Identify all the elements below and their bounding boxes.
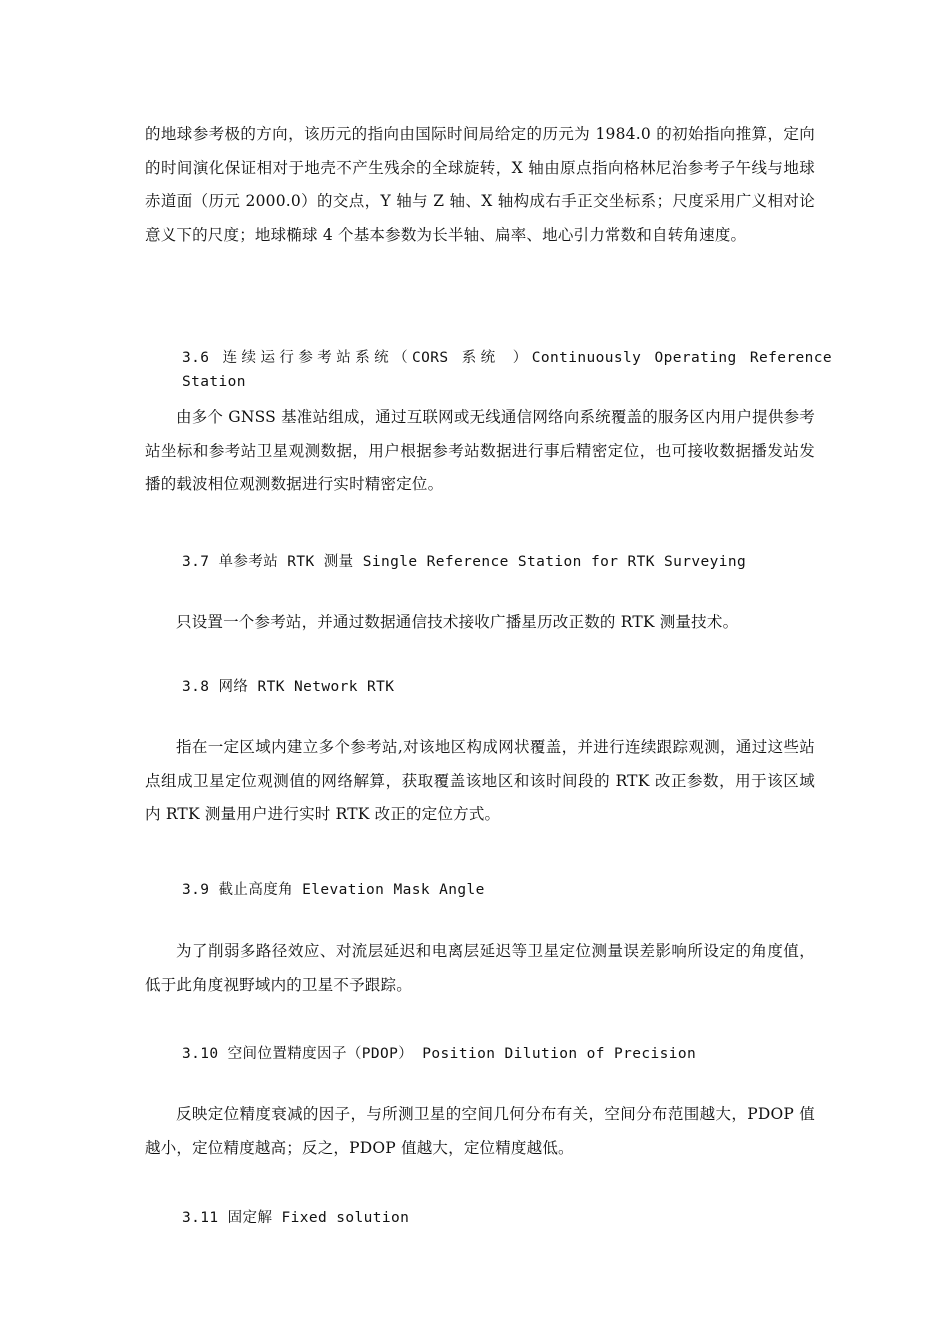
section-heading-3-6: 3.6 连续运行参考站系统（CORS 系统 ）Continuously Operating Reference Station — [182, 350, 832, 390]
section-heading-3-10: 3.10 空间位置精度因子（PDOP） Position Dilution of Precision — [182, 1046, 697, 1062]
section-heading-3-11: 3.11 固定解 Fixed solution — [182, 1210, 410, 1226]
paragraph-network-rtk-definition: 指在一定区域内建立多个参考站,对该地区构成网状覆盖，并进行连续跟踪观测，通过这些站点组成卫星定位观测值的网络解算，获取覆盖该地区和该时间段的 RTK 改正参数，用于该区域内 RTK 测量用户进行实时 RTK 改正的定位方式。 — [145, 738, 815, 823]
paragraph-elevation-mask-definition: 为了削弱多路径效应、对流层延迟和电离层延迟等卫星定位测量误差影响所设定的角度值，低于此角度视野域内的卫星不予跟踪。 — [145, 942, 815, 994]
section-heading-3-8: 3.8 网络 RTK Network RTK — [182, 679, 395, 695]
section-heading-3-9: 3.9 截止高度角 Elevation Mask Angle — [182, 882, 485, 898]
section-heading-3-7: 3.7 单参考站 RTK 测量 Single Reference Station for RTK Surveying — [182, 554, 747, 570]
paragraph-pdop-definition: 反映定位精度衰减的因子，与所测卫星的空间几何分布有关，空间分布范围越大，PDOP 值越小，定位精度越高；反之，PDOP 值越大，定位精度越低。 — [145, 1105, 815, 1157]
paragraph-cors-definition: 由多个 GNSS 基准站组成，通过互联网或无线通信网络向系统覆盖的服务区内用户提供参考站坐标和参考站卫星观测数据，用户根据参考站数据进行事后精密定位，也可接收数据播发站发播的载波相位观测数据进行实时精密定位。 — [145, 408, 815, 493]
paragraph-single-reference-rtk-definition: 只设置一个参考站，并通过数据通信技术接收广播星历改正数的 RTK 测量技术。 — [176, 613, 739, 631]
paragraph-wgs84-definition: 的地球参考极的方向，该历元的指向由国际时间局给定的历元为 1984.0 的初始指向推算，定向的时间演化保证相对于地壳不产生残余的全球旋转，X 轴由原点指向格林尼治参考子午线与地球赤道面（历元 2000.0）的交点，Y 轴与 Z 轴、X 轴构成右手正交坐标系；尺度采用广义相对论意义下的尺度；地球椭球 4 个基本参数为长半轴、扁率、地心引力常数和自转角速度。 — [145, 125, 815, 244]
